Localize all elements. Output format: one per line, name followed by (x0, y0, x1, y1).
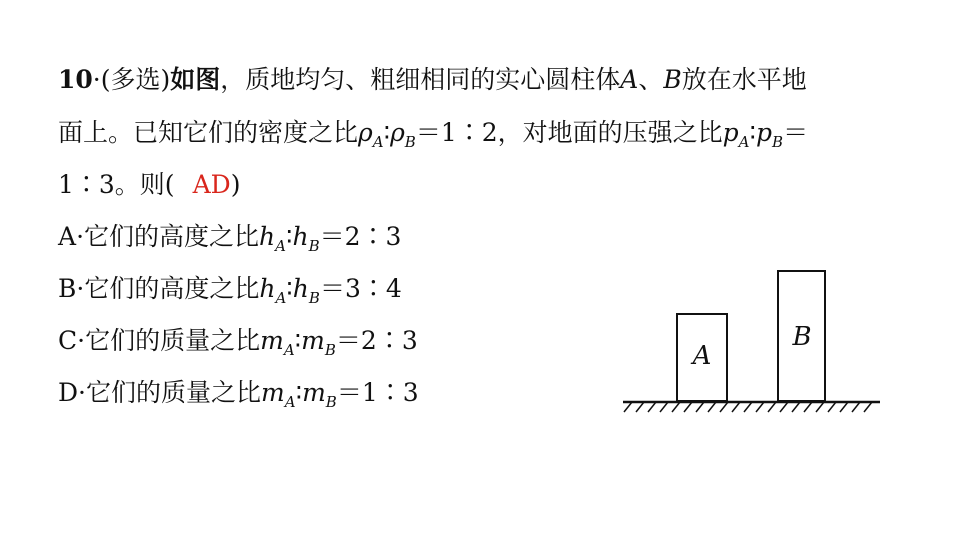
stem-text-5: 1∶3。则( (58, 170, 175, 199)
ratio-sep: ∶ (286, 274, 293, 303)
rho-b: ρ (390, 118, 405, 147)
ground-hatching (624, 402, 872, 412)
stem-text-1: ，质地均匀、粗细相同的实心圆柱体 (220, 65, 621, 94)
sub-a: A (738, 133, 750, 151)
p-a: p (722, 118, 739, 147)
sub-b: B (308, 237, 320, 255)
stem-text-4: ，对地面的压强之比 (497, 118, 723, 147)
sub-b: B (772, 133, 784, 151)
sub-b: B (308, 289, 320, 307)
option-result: ＝2∶3 (335, 326, 418, 355)
option-var: m (261, 378, 285, 407)
option-d[interactable] (58, 380, 419, 410)
rho-a: ρ (358, 118, 373, 147)
ratio-sep: ∶ (295, 378, 303, 407)
answer: AD (192, 170, 231, 199)
ratio-sep: ∶ (383, 118, 391, 147)
question-number: 10 (58, 65, 93, 94)
equals: ＝ (783, 118, 809, 147)
rho-ratio: ＝1∶2 (415, 118, 498, 147)
option-letter: B (58, 274, 77, 303)
option-letter: A (58, 222, 77, 251)
sub-a: A (283, 341, 295, 359)
sub-a: A (284, 393, 296, 411)
cylinders-figure (620, 265, 885, 420)
option-result: ＝1∶3 (336, 378, 419, 407)
option-b[interactable] (58, 276, 402, 306)
option-text: ·它们的质量之比 (77, 326, 261, 355)
sub-b: B (324, 341, 336, 359)
cylinder-b-label: B (792, 322, 812, 352)
option-c[interactable] (58, 328, 418, 358)
option-letter: D (58, 378, 79, 407)
cylinder-a-label: A (692, 341, 712, 371)
option-var: m (302, 378, 326, 407)
sub-a: A (275, 237, 286, 255)
p-b: p (756, 118, 773, 147)
option-var: h (259, 274, 276, 303)
option-var: m (260, 326, 284, 355)
ratio-sep: ∶ (285, 222, 293, 251)
stem-text-3: 面上。已知它们的密度之比 (58, 118, 359, 147)
var-b: B (663, 65, 682, 94)
option-var: h (292, 274, 309, 303)
question-line-1 (58, 67, 807, 92)
option-text: ·它们的质量之比 (78, 378, 261, 407)
sub-b: B (325, 393, 337, 411)
ratio-sep: ∶ (294, 326, 302, 355)
var-a: A (620, 65, 639, 94)
multi-select-tag: (多选) (100, 65, 171, 94)
option-result: ＝3∶4 (319, 274, 402, 303)
stem-text-2: 放在水平地 (681, 65, 807, 94)
stem-sep: 、 (638, 65, 664, 94)
option-var: h (292, 222, 309, 251)
question-line-3 (58, 172, 240, 197)
question-line-2 (58, 120, 808, 150)
option-var: m (301, 326, 325, 355)
figure-ref: 如图 (170, 65, 221, 94)
option-result: ＝2∶3 (319, 222, 402, 251)
option-text: ·它们的高度之比 (76, 222, 260, 251)
ratio-sep: ∶ (749, 118, 757, 147)
dot-separator: · (92, 65, 101, 94)
option-text: ·它们的高度之比 (76, 274, 260, 303)
sub-a: A (275, 289, 287, 307)
sub-a: A (372, 133, 384, 151)
option-var: h (259, 222, 276, 251)
sub-b: B (404, 133, 416, 151)
option-letter: C (58, 326, 78, 355)
option-a[interactable] (58, 224, 401, 254)
close-paren: ) (230, 170, 241, 199)
